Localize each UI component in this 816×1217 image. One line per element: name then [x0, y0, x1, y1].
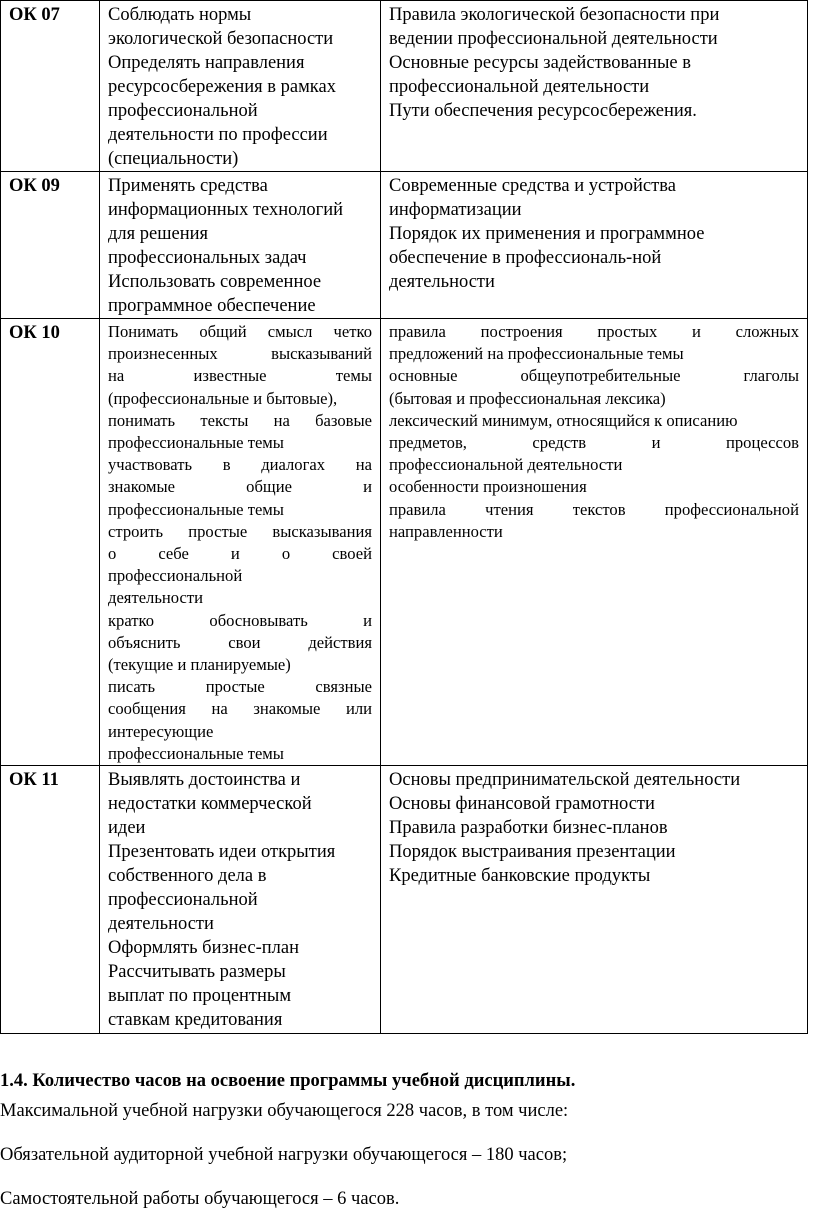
knowledge-line: Правила разработки бизнес-планов: [389, 818, 668, 839]
skills-line: Оформлять бизнес-план: [108, 938, 299, 959]
skills-line: строить простые высказывания: [108, 521, 372, 541]
knowledge-line: Пути обеспечения ресурсосбережения.: [389, 101, 697, 121]
knowledge-cell: [381, 319, 808, 766]
table-row: [1, 172, 808, 319]
knowledge-line: предметов, средств и процессов: [389, 433, 799, 453]
skills-line: ресурсосбережения в рамках: [108, 77, 336, 97]
skills-line: профессиональной: [108, 101, 258, 121]
table-row: [1, 766, 808, 1034]
skills-line: Понимать общий смысл четко: [108, 322, 372, 341]
competency-code: ОК 07: [1, 1, 100, 172]
paragraph-max-load: Максимальной учебной нагрузки обучающегося 228 часов, в том числе:: [0, 1101, 569, 1121]
skills-line: Соблюдать нормы: [108, 5, 252, 25]
knowledge-line: (бытовая и профессиональная лексика): [389, 388, 666, 408]
knowledge-line: Правила экологической безопасности при: [389, 5, 720, 25]
knowledge-line: особенности произношения: [389, 477, 587, 497]
skills-cell: [100, 319, 381, 766]
knowledge-line: Основы финансовой грамотности: [389, 794, 655, 815]
knowledge-cell: [381, 172, 808, 319]
competency-code: ОК 10: [1, 319, 100, 766]
skills-line: о себе и о своей: [108, 544, 372, 564]
knowledge-line: основные общеупотребительные глаголы: [389, 366, 799, 386]
skills-line: кратко обосновывать и: [108, 610, 372, 630]
skills-line: профессиональной: [108, 890, 258, 911]
skills-line: на известные темы: [108, 366, 372, 386]
skills-line: (профессиональные и бытовые),: [108, 388, 338, 408]
skills-line: ставкам кредитования: [108, 1010, 283, 1031]
skills-line: информационных технологий: [108, 200, 344, 220]
skills-line: экологической безопасности: [108, 29, 334, 49]
knowledge-line: правила построения простых и сложных: [389, 322, 799, 341]
skills-line: профессиональных задач: [108, 248, 307, 268]
knowledge-line: информатизации: [389, 200, 522, 220]
skills-line: знакомые общие и: [108, 477, 372, 497]
skills-line: участвовать в диалогах на: [108, 455, 372, 475]
section-heading: 1.4. Количество часов на освоение программы учебной дисциплины.: [0, 1071, 576, 1091]
skills-line: выплат по процентным: [108, 986, 292, 1007]
skills-line: Рассчитывать размеры: [108, 962, 286, 983]
skills-line: деятельности по профессии: [108, 125, 328, 145]
knowledge-line: Основные ресурсы задействованные в: [389, 53, 691, 73]
skills-line: Применять средства: [108, 176, 268, 196]
skills-line: (специальности): [108, 149, 239, 169]
skills-line: собственного дела в: [108, 866, 267, 887]
skills-line: Выявлять достоинства и: [108, 770, 301, 791]
skills-line: программное обеспечение: [108, 296, 316, 316]
knowledge-line: направленности: [389, 521, 503, 541]
skills-line: недостатки коммерческой: [108, 794, 312, 815]
skills-cell: [100, 1, 381, 172]
table-row: [1, 1, 808, 172]
competency-code: ОК 09: [1, 172, 100, 319]
skills-line: интересующие: [108, 721, 214, 741]
knowledge-line: обеспечение в профессиональ-ной: [389, 248, 662, 268]
table-row: [1, 319, 808, 766]
skills-line: объяснить свои действия: [108, 632, 372, 652]
knowledge-line: ведении профессиональной деятельности: [389, 29, 718, 49]
knowledge-line: Современные средства и устройства: [389, 176, 676, 196]
knowledge-cell: [381, 1, 808, 172]
knowledge-line: Кредитные банковские продукты: [389, 866, 651, 887]
knowledge-line: предложений на профессиональные темы: [389, 344, 684, 364]
knowledge-line: правила чтения текстов профессиональной: [389, 499, 799, 519]
knowledge-cell: [381, 766, 808, 1034]
skills-line: понимать тексты на базовые: [108, 410, 372, 430]
skills-line: писать простые связные: [108, 677, 372, 697]
skills-line: профессиональной: [108, 566, 243, 586]
skills-line: (текущие и планируемые): [108, 655, 291, 675]
skills-line: сообщения на знакомые или: [108, 699, 372, 719]
knowledge-line: профессиональной деятельности: [389, 455, 623, 475]
skills-cell: [100, 172, 381, 319]
skills-line: профессиональные темы: [108, 433, 284, 453]
knowledge-line: профессиональной деятельности: [389, 77, 650, 97]
skills-line: для решения: [108, 224, 209, 244]
skills-cell: [100, 766, 381, 1034]
skills-line: идеи: [108, 818, 146, 839]
skills-line: произнесенных высказываний: [108, 344, 372, 364]
skills-line: деятельности: [108, 914, 214, 935]
skills-line: Презентовать идеи открытия: [108, 842, 336, 863]
skills-line: Использовать современное: [108, 272, 322, 292]
paragraph-self-study: Самостоятельной работы обучающегося – 6 часов.: [0, 1189, 400, 1209]
skills-line: Определять направления: [108, 53, 305, 73]
knowledge-line: Основы предпринимательской деятельности: [389, 770, 741, 791]
knowledge-line: лексический минимум, относящийся к описанию: [389, 410, 738, 430]
skills-line: профессиональные темы: [108, 499, 284, 519]
knowledge-line: Порядок их применения и программное: [389, 224, 705, 244]
skills-line: деятельности: [108, 588, 203, 608]
paragraph-classroom-load: Обязательной аудиторной учебной нагрузки обучающегося – 180 часов;: [0, 1145, 568, 1165]
skills-line: профессиональные темы: [108, 743, 284, 763]
knowledge-line: деятельности: [389, 272, 495, 292]
knowledge-line: Порядок выстраивания презентации: [389, 842, 676, 863]
competency-code: ОК 11: [1, 766, 100, 1034]
